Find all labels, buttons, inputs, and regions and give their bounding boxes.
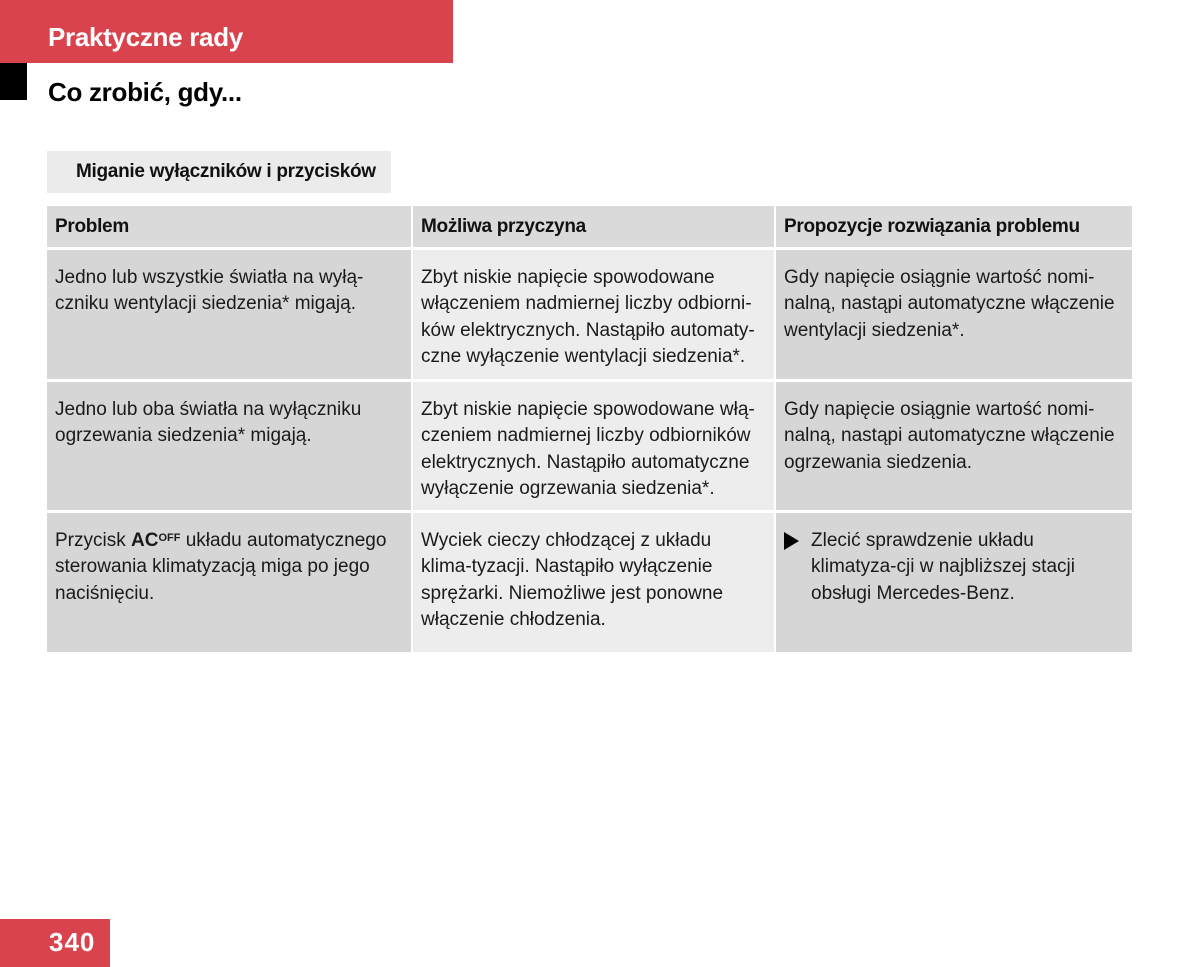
page-number-box (0, 919, 110, 967)
table-cell-cause: Zbyt niskie napięcie spowodowane włączeniem nadmiernej liczby odbiorni-ków elektrycznych. Nastąpiło automaty-czne wyłączenie wentylacji siedzenia*. (411, 247, 774, 379)
table-cell-problem: Jedno lub wszystkie światła na wyłą-czniku wentylacji siedzenia* migają. (47, 247, 411, 379)
section-title: Praktyczne rady (48, 22, 243, 52)
ac-button-label (131, 530, 180, 551)
table-cell-solution (774, 510, 1132, 652)
ac-off-superscript: OFF (158, 532, 181, 544)
table-cell-cause: Wyciek cieczy chłodzącej z układu klima-tyzacji. Nastąpiło wyłączenie sprężarki. Niemożliwe jest ponowne włączenie chłodzenia. (411, 510, 774, 652)
subheading: Miganie wyłączników i przycisków (47, 151, 391, 193)
section-marker (0, 63, 27, 100)
table-header-solution: Propozycje rozwiązania problemu (774, 206, 1132, 247)
page-number: 340 (49, 927, 96, 957)
action-item (784, 528, 1124, 607)
table-cell-cause: Zbyt niskie napięcie spowodowane włą-czeniem nadmiernej liczby odbiorników elektrycznych. Nastąpiło automatyczne wyłączenie ogrzewania siedzenia*. (411, 379, 774, 510)
table-cell-problem: Jedno lub oba światła na wyłączniku ogrzewania siedzenia* migają. (47, 379, 411, 510)
troubleshooting-table (47, 206, 1132, 652)
problem-text-prefix: Przycisk (55, 530, 131, 551)
table-cell-problem (47, 510, 411, 652)
problem-text-suffix: układu automatycznego sterowania klimatyzacją miga po jego naciśnięciu. (55, 530, 387, 604)
section-banner (0, 0, 453, 63)
table-header-cause: Możliwa przyczyna (411, 206, 774, 247)
page-title: Co zrobić, gdy... (48, 77, 242, 107)
table-cell-solution: Gdy napięcie osiągnie wartość nomi-nalną, nastąpi automatyczne włączenie wentylacji siedzenia*. (774, 247, 1132, 379)
triangle-arrow-right-icon (784, 532, 799, 550)
ac-label-text: AC (131, 530, 159, 551)
table-cell-solution: Gdy napięcie osiągnie wartość nomi-nalną, nastąpi automatyczne włączenie ogrzewania siedzenia. (774, 379, 1132, 510)
table-header-problem: Problem (47, 206, 411, 247)
action-text: Zlecić sprawdzenie układu klimatyza-cji w najbliższej stacji obsługi Mercedes-Benz. (811, 530, 1075, 604)
